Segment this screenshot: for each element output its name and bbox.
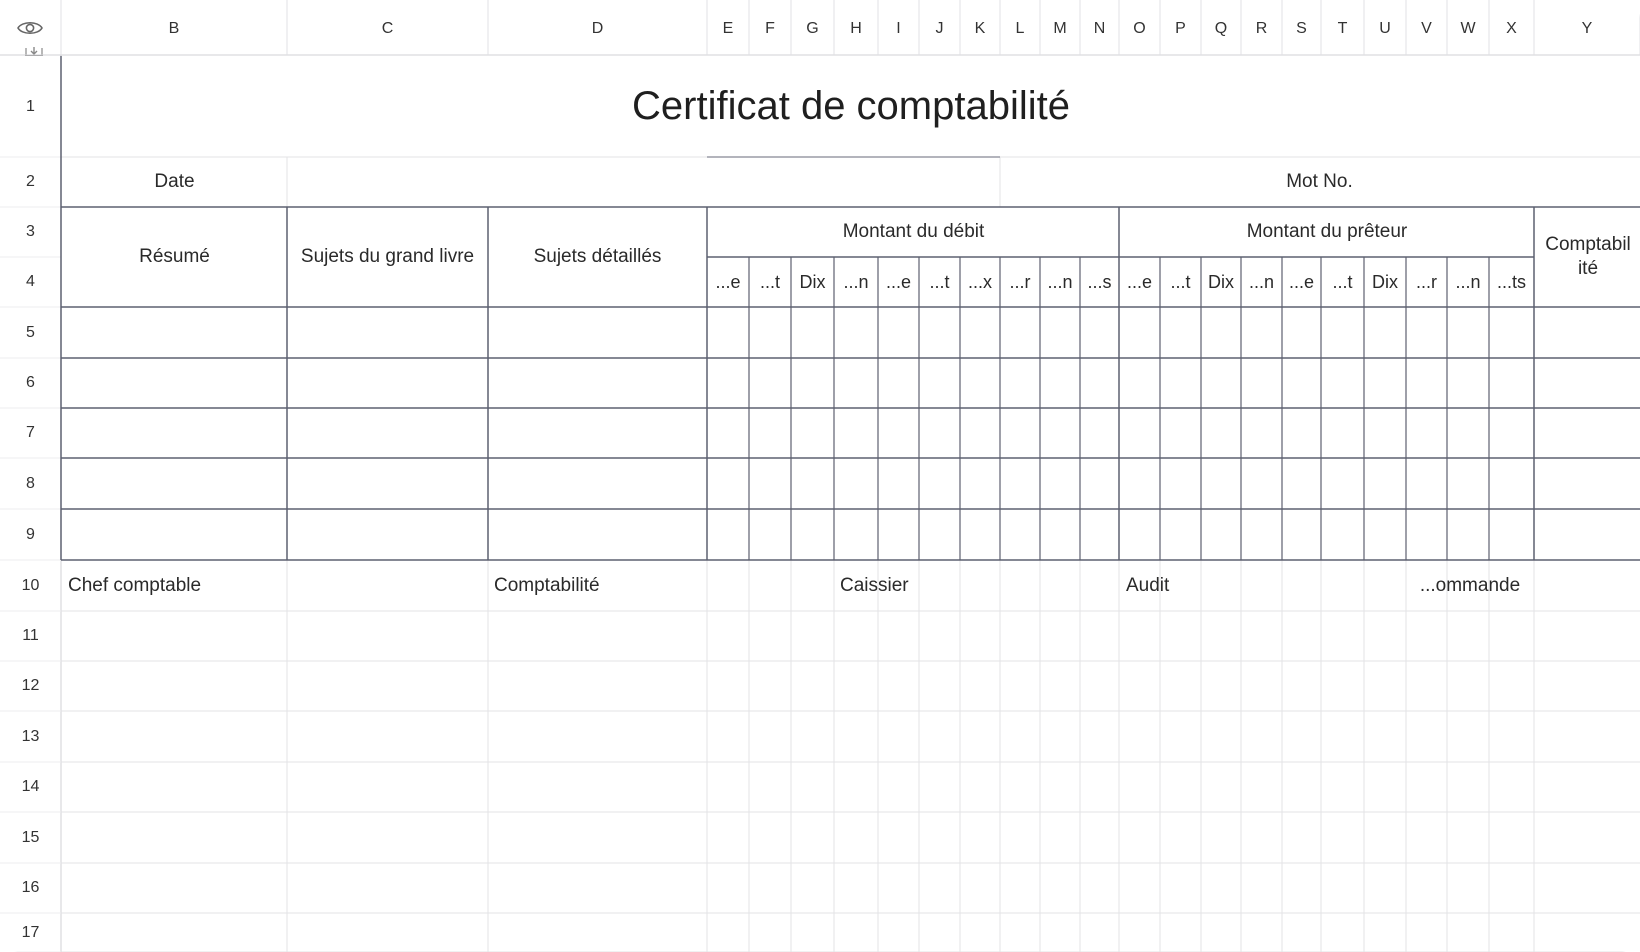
debit-unit-header[interactable]: ...r bbox=[1009, 272, 1031, 292]
row-header-3[interactable]: 3 bbox=[0, 207, 61, 257]
column-header-J[interactable]: J bbox=[919, 4, 960, 54]
column-header-T[interactable]: T bbox=[1321, 4, 1364, 54]
column-header-P[interactable]: P bbox=[1160, 4, 1201, 54]
row-header-1[interactable]: 1 bbox=[0, 56, 61, 157]
row-header-6[interactable]: 6 bbox=[0, 358, 61, 408]
footer-cashier[interactable]: Caissier bbox=[840, 575, 909, 596]
lender-unit-header[interactable]: ...n bbox=[1455, 272, 1481, 292]
column-header-N[interactable]: N bbox=[1080, 4, 1119, 54]
debit-unit-header[interactable]: ...e bbox=[715, 272, 741, 292]
debit-unit-header[interactable]: ...e bbox=[885, 272, 911, 292]
footer-accounting[interactable]: Comptabilité bbox=[494, 575, 600, 596]
debit-unit-header[interactable]: ...t bbox=[759, 272, 780, 292]
accounting-column-header[interactable]: Comptabil ité bbox=[1545, 234, 1631, 279]
column-header-K[interactable]: K bbox=[960, 4, 1000, 54]
footer-order[interactable]: ...ommande bbox=[1419, 575, 1521, 596]
debit-unit-header[interactable]: ...t bbox=[929, 272, 950, 292]
column-header-O[interactable]: O bbox=[1119, 4, 1160, 54]
footer-audit[interactable]: Audit bbox=[1126, 575, 1170, 596]
row-header-4[interactable]: 4 bbox=[0, 257, 61, 307]
row-header-7[interactable]: 7 bbox=[0, 408, 61, 458]
column-header-R[interactable]: R bbox=[1241, 4, 1282, 54]
column-header-U[interactable]: U bbox=[1364, 4, 1406, 54]
row-header-11[interactable]: 11 bbox=[0, 611, 61, 661]
lender-unit-header[interactable]: Dix bbox=[1208, 272, 1234, 292]
column-header-S[interactable]: S bbox=[1282, 4, 1321, 54]
column-header-L[interactable]: L bbox=[1000, 4, 1040, 54]
lender-unit-header[interactable]: ...t bbox=[1170, 272, 1191, 292]
ledger-subjects-header[interactable]: Sujets du grand livre bbox=[300, 246, 475, 267]
debit-unit-header[interactable]: ...n bbox=[1047, 272, 1073, 292]
debit-unit-header[interactable]: ...s bbox=[1087, 272, 1112, 292]
row-header-16[interactable]: 16 bbox=[0, 863, 61, 913]
debit-unit-header[interactable]: ...x bbox=[967, 272, 992, 292]
row-header-17[interactable]: 17 bbox=[0, 913, 61, 952]
column-header-M[interactable]: M bbox=[1040, 4, 1080, 54]
lender-unit-header[interactable]: ...e bbox=[1126, 272, 1152, 292]
row-header-5[interactable]: 5 bbox=[0, 307, 61, 358]
column-header-C[interactable]: C bbox=[287, 4, 488, 54]
column-header-F[interactable]: F bbox=[749, 4, 791, 54]
row-header-2[interactable]: 2 bbox=[0, 157, 61, 207]
column-header-H[interactable]: H bbox=[834, 4, 878, 54]
row-header-15[interactable]: 15 bbox=[0, 812, 61, 863]
column-header-G[interactable]: G bbox=[791, 4, 834, 54]
lender-unit-header[interactable]: ...r bbox=[1416, 272, 1437, 292]
row-header-12[interactable]: 12 bbox=[0, 661, 61, 711]
column-header-Y[interactable]: Y bbox=[1534, 4, 1640, 54]
sheet-title[interactable]: Certificat de comptabilité bbox=[632, 84, 1070, 128]
debit-amount-header[interactable]: Montant du débit bbox=[842, 220, 985, 242]
lender-unit-header[interactable]: ...t bbox=[1332, 272, 1353, 292]
column-header-X[interactable]: X bbox=[1489, 4, 1534, 54]
lender-amount-header[interactable]: Montant du prêteur bbox=[1246, 220, 1408, 242]
debit-unit-header[interactable]: Dix bbox=[799, 272, 826, 292]
footer-chief-accountant[interactable]: Chef comptable bbox=[68, 575, 202, 596]
column-header-E[interactable]: E bbox=[707, 4, 749, 54]
row-header-14[interactable]: 14 bbox=[0, 762, 61, 812]
detailed-subjects-header[interactable]: Sujets détaillés bbox=[533, 246, 662, 267]
debit-unit-header[interactable]: ...n bbox=[843, 272, 869, 292]
row-header-13[interactable]: 13 bbox=[0, 711, 61, 762]
date-label[interactable]: Date bbox=[154, 170, 195, 192]
lender-unit-header[interactable]: Dix bbox=[1372, 272, 1398, 292]
row-header-9[interactable]: 9 bbox=[0, 509, 61, 560]
resume-header[interactable]: Résumé bbox=[139, 246, 210, 267]
lender-unit-header[interactable]: ...n bbox=[1248, 272, 1274, 292]
column-header-B[interactable]: B bbox=[61, 4, 287, 54]
column-header-Q[interactable]: Q bbox=[1201, 4, 1241, 54]
column-header-V[interactable]: V bbox=[1406, 4, 1447, 54]
lender-unit-header[interactable]: ...ts bbox=[1496, 272, 1526, 292]
mot-no-label[interactable]: Mot No. bbox=[1286, 170, 1353, 192]
column-header-D[interactable]: D bbox=[488, 4, 707, 54]
row-header-8[interactable]: 8 bbox=[0, 458, 61, 509]
lender-unit-header[interactable]: ...e bbox=[1288, 272, 1314, 292]
row-header-10[interactable]: 10 bbox=[0, 560, 61, 611]
column-header-I[interactable]: I bbox=[878, 4, 919, 54]
column-header-W[interactable]: W bbox=[1447, 4, 1489, 54]
